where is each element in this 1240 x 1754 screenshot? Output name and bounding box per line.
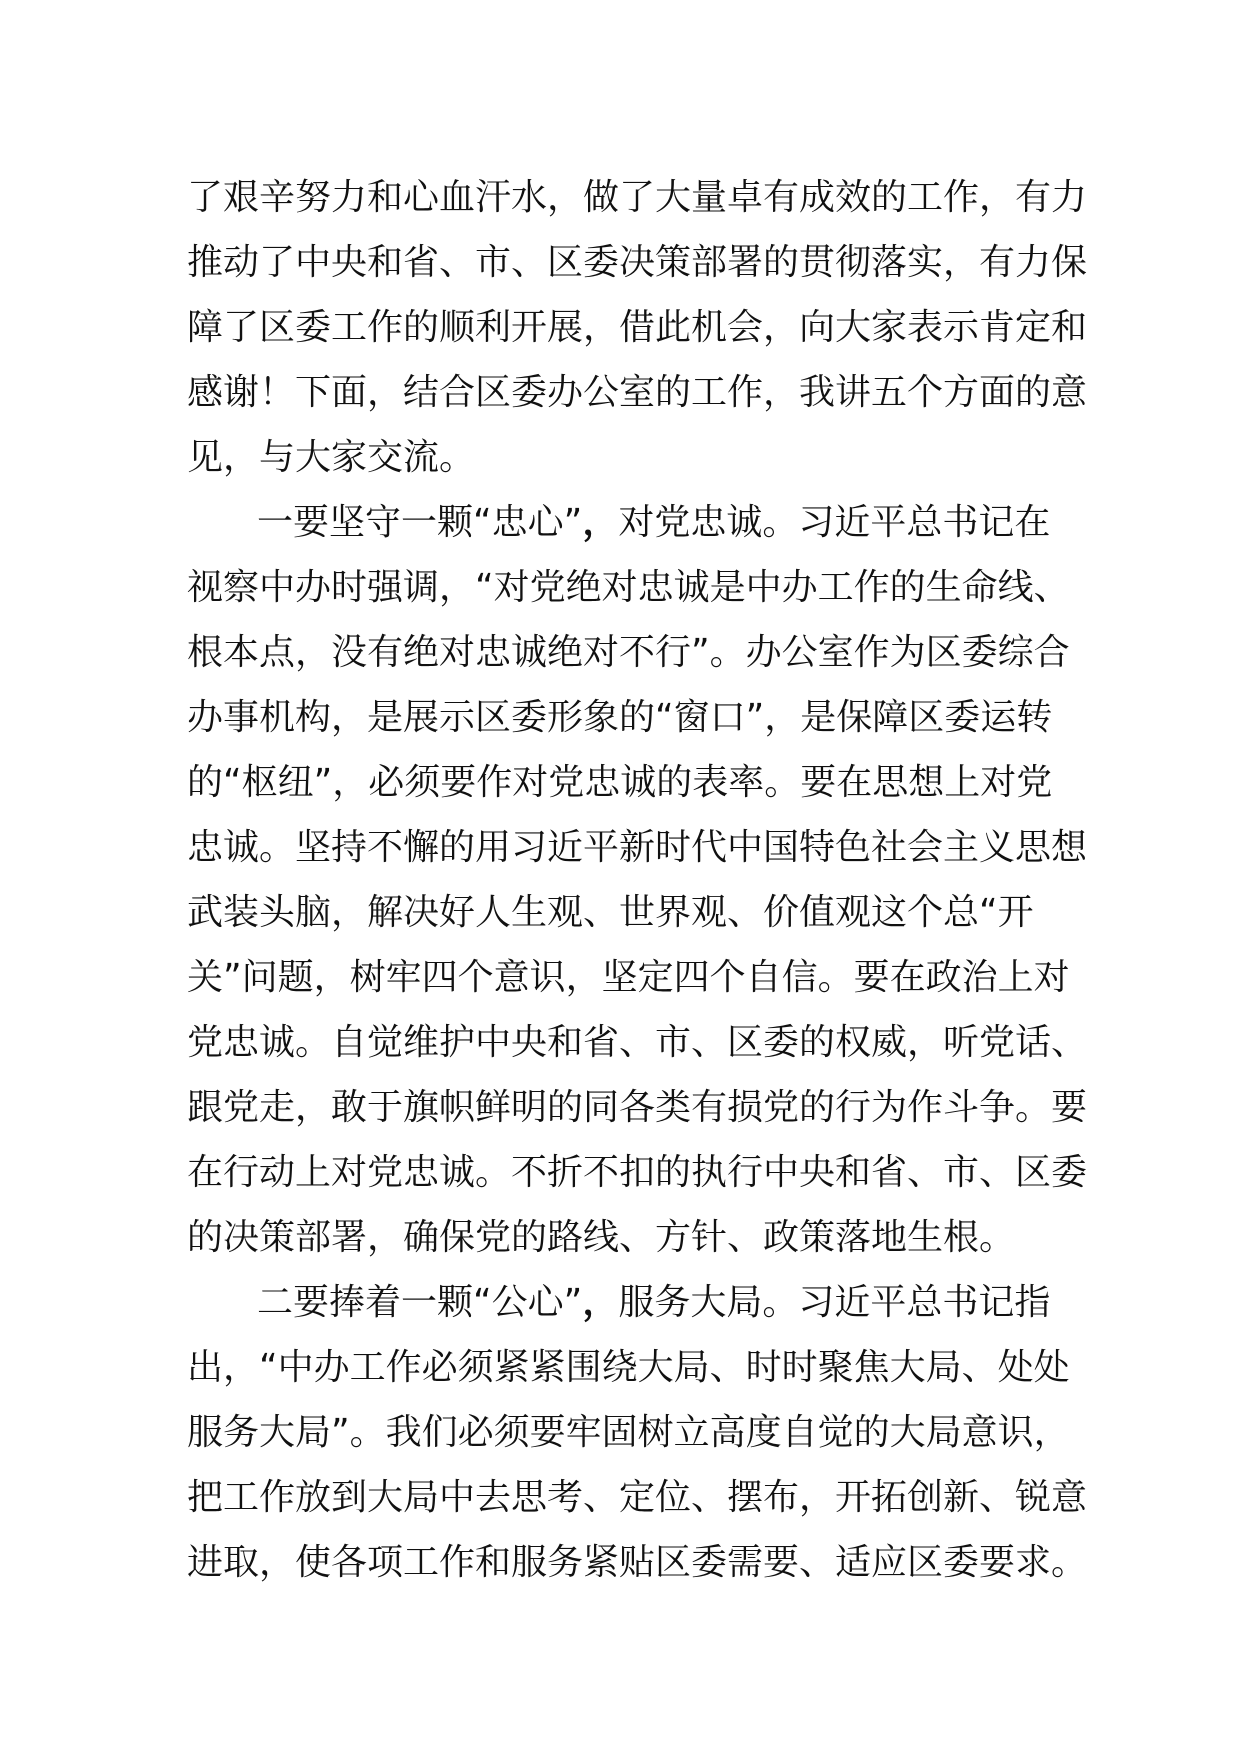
text-line: 关”问题，树牢四个意识，坚定四个自信。要在政治上对 (187, 957, 1070, 998)
paragraph-lead: 二要捧着一颗“公心” (257, 1282, 583, 1323)
text-line: 根本点，没有绝对忠诚绝对不行”。办公室作为区委综合 (187, 632, 1070, 673)
text-line: 见，与大家交流。 (187, 437, 476, 478)
text-line: 了艰辛努力和心血汗水，做了大量卓有成效的工作，有力 (187, 177, 1088, 218)
paragraph-lead-rest: 对党忠诚。习近平总书记在 (618, 502, 1051, 543)
text-line: 武装头脑，解决好人生观、世界观、价值观这个总“开 (187, 892, 1034, 933)
text-line: 的“枢纽”，必须要作对党忠诚的表率。要在思想上对党 (187, 762, 1053, 803)
text-line: 把工作放到大局中去思考、定位、摆布，开拓创新、锐意 (187, 1477, 1088, 1518)
text-line: 跟党走，敢于旗帜鲜明的同各类有损党的行为作斗争。要 (187, 1087, 1088, 1128)
text-line: 障了区委工作的顺利开展，借此机会，向大家表示肯定和 (187, 307, 1088, 348)
text-line: 出，“中办工作必须紧紧围绕大局、时时聚焦大局、处处 (187, 1347, 1070, 1388)
text-line: 办事机构，是展示区委形象的“窗口”，是保障区委运转 (187, 697, 1053, 738)
text-line: 党忠诚。自觉维护中央和省、市、区委的权威，听党话、 (187, 1022, 1088, 1063)
text-line: 在行动上对党忠诚。不折不扣的执行中央和省、市、区委 (187, 1152, 1088, 1193)
text-line: 感谢！下面，结合区委办公室的工作，我讲五个方面的意 (187, 372, 1088, 413)
paragraph-lead-comma: ， (582, 1282, 619, 1323)
paragraph-lead: 一要坚守一颗“忠心” (257, 502, 583, 543)
paragraph-heading-line-1 (187, 490, 1055, 555)
text-line: 忠诚。坚持不懈的用习近平新时代中国特色社会主义思想 (187, 827, 1088, 868)
text-line: 推动了中央和省、市、区委决策部署的贯彻落实，有力保 (187, 242, 1088, 283)
paragraph-heading-line-2 (187, 1270, 1055, 1335)
paragraph-lead-comma: ， (582, 502, 619, 543)
text-line: 进取，使各项工作和服务紧贴区委需要、适应区委要求。 (187, 1542, 1088, 1583)
text-line: 服务大局”。我们必须要牢固树立高度自觉的大局意识， (187, 1412, 1070, 1453)
text-line: 视察中办时强调，“对党绝对忠诚是中办工作的生命线、 (187, 567, 1070, 608)
body-text (187, 165, 1088, 1595)
paragraph-lead-rest: 服务大局。习近平总书记指 (618, 1282, 1051, 1323)
text-line: 的决策部署，确保党的路线、方针、政策落地生根。 (187, 1217, 1016, 1258)
